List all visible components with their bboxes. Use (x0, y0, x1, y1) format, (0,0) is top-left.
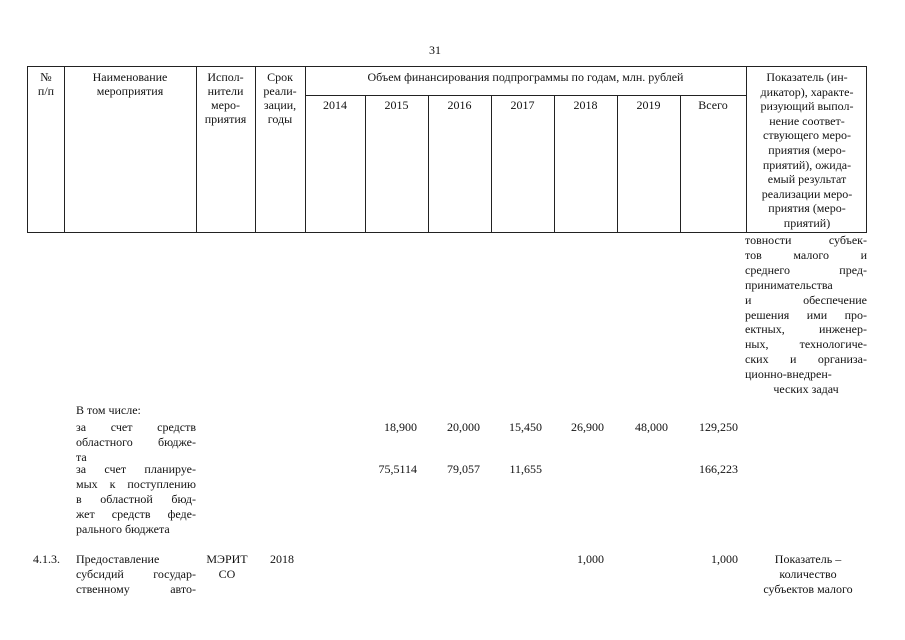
federal-2015: 75,5114 (378, 462, 417, 476)
year-2015: 2015 (384, 98, 409, 112)
regional-2017: 15,450 (509, 420, 542, 434)
regional-total: 129,250 (699, 420, 738, 434)
item-executor: МЭРИТ СО (206, 552, 248, 581)
table-header (27, 66, 867, 233)
item-2018: 1,000 (577, 552, 604, 566)
col-finance-header: Объем финансирования подпрограммы по годам, млн. рублей (367, 70, 684, 84)
year-2019: 2019 (636, 98, 661, 112)
year-2014: 2014 (323, 98, 347, 112)
year-2018: 2018 (573, 98, 598, 112)
col-indicator-header: Показатель (ин- дикатор), характе- ризующий выпол- нение соответ- ствующего меро- приятия (меро- приятий), ожида- емый результат реализации меро- приятия (меро- приятий) (760, 70, 854, 230)
federal-total: 166,223 (699, 462, 738, 476)
year-total: Всего (698, 98, 728, 112)
federal-2016: 79,057 (447, 462, 480, 476)
regional-2018: 26,900 (571, 420, 604, 434)
including-label: В том числе: (76, 403, 141, 417)
federal-2017: 11,655 (509, 462, 542, 476)
col-term-header: Срок реали- зации, годы (263, 70, 297, 126)
item-total: 1,000 (711, 552, 738, 566)
row-federal-budget-name: за счет планируе- мых к поступлению в областной бюд- жет средств феде- рального бюджета (76, 462, 196, 536)
item-indicator: Показатель – количество субъектов малого (763, 552, 853, 596)
indicator-continuation: товности субъек- тов малого и среднего пред- принимательства и обеспечение решения ими про- ектных, инженер- ных, технологиче- ских и организа- ционно-внедрен- ческих задач (745, 233, 867, 397)
year-2017: 2017 (510, 98, 535, 112)
page-number: 31 (429, 43, 441, 57)
row-regional-budget-name: за счет средств областного бюдже- та (76, 420, 196, 464)
item-number: 4.1.3. (33, 552, 60, 566)
item-name: Предоставление субсидий государ- ственному авто- (76, 552, 196, 596)
col-executor-header: Испол- нители меро- приятия (204, 70, 247, 126)
year-2016: 2016 (447, 98, 472, 112)
regional-2019: 48,000 (635, 420, 668, 434)
col-name-header: Наименование мероприятия (92, 70, 168, 98)
regional-2015: 18,900 (384, 420, 417, 434)
col-no-header: № п/п (37, 70, 55, 98)
item-term: 2018 (270, 552, 294, 566)
regional-2016: 20,000 (447, 420, 480, 434)
